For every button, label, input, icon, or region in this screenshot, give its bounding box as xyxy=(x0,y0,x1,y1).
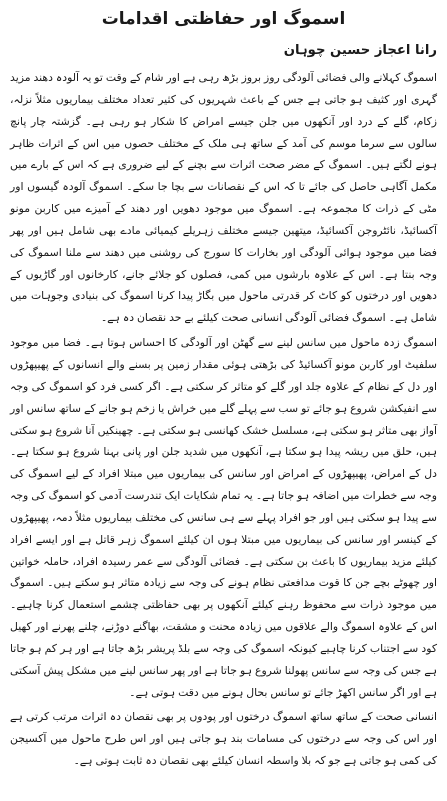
article-title: اسموگ اور حفاظتی اقدامات xyxy=(101,9,346,29)
article-paragraph: اسموگ زدہ ماحول میں سانس لینے سے گھٹن اور آلودگی کا احساس ہوتا ہے۔ فضا میں موجود سلفیٹ اور کاربن مونو آکسائیڈ کی بڑھتی ہوئی مقدار زمین پر بسنے والے انسانوں کے پھیپھڑوں اور دل کے نظام کے علاوہ جلد اور گلے کو متاثر کر سکتی ہے۔ اگر کسی فرد کو اسموگ کی وجہ سے انفیکشن شروع ہو جائے تو سب سے پہلے گلے میں خراش یا زخم ہو جانے کے ساتھ سانس اور آواز بھی متاثر ہو سکتی ہے، مسلسل خشک کھانسی ہو سکتی ہے۔ چھینکیں آنا شروع ہو سکتی ہیں، حلق میں ریشہ پیدا ہو سکتا ہے، آنکھوں میں شدید جلن اور پانی بہنا شروع ہو سکتا ہے۔ دل کے امراض، پھیپھڑوں کے امراض اور سانس کی بیماریوں میں مبتلا افراد کے لیے اسموگ کی وجہ سے خطرات میں اضافہ ہو جاتا ہے۔ یہ تمام شکایات ایک تندرست آدمی کو اسموگ کی وجہ سے پیدا ہو سکتی ہیں اور جو افراد پہلے سے ہی سانس کی مختلف بیماریوں مثلاً دمہ، پھیپھڑوں کے کینسر اور سانس کی بیماریوں میں مبتلا ہوں ان کیلئے اسموگ زہر قاتل ہے اور ایسے افراد کیلئے مزید بیماریوں کا باعث بن سکتی ہے۔ فضائی آلودگی سے عمر رسیدہ افراد، حاملہ خواتین اور چھوٹے بچے جن کا قوت مدافعتی نظام ہونے کی وجہ سے زیادہ متاثر ہو سکتے ہیں۔ اسموگ میں موجود ذرات سے محفوظ رہنے کیلئے آنکھوں پر بھی حفاظتی چشمے استعمال کرنا چاہیے۔ اس کے علاوہ اسموگ والے علاقوں میں زیادہ محنت و مشقت، بھاگنے دوڑنے، چلنے پھرنے اور کھیل کود سے اجتناب کرنا چاہیے کیونکہ اسموگ کی وجہ سے بلڈ پریشر بڑھ جاتا ہے اور ہر کم ہو جاتا ہے جس کی وجہ سے سانس پھولنا شروع ہو جاتا ہے اور پھر سانس لینے میں مشکل پیش آسکتی ہے اور اگر سانس اکھڑ جائے تو سانس بحال ہونے میں دقت ہوتی ہے۔ xyxy=(10,336,437,699)
article-byline: رانا اعجاز حسین چوہان xyxy=(283,43,437,58)
article-paragraph: اسموگ کہلانے والی فضائی آلودگی روز بروز بڑھ رہی ہے اور شام کے وقت تو یہ آلودہ دھند مزید گہری اور کثیف ہو جاتی ہے جس کے باعث شہریوں کی کثیر تعداد مختلف بیماریوں مثلاً نزلہ، زکام، گلے کے درد اور آنکھوں میں جلن جیسے امراض کا شکار ہو رہی ہے۔ گزشتہ چار پانچ سالوں سے سرما موسم کی آمد کے ساتھ ہی ملک کے مختلف حصوں میں اس کے اثرات ظاہر ہونے لگتے ہیں۔ اسموگ کے مضر صحت اثرات سے بچنے کے لیے ضروری ہے کہ اس کے بارے میں مکمل آگاہی حاصل کی جائے تا کہ اس کے نقصانات سے بچا جا سکے۔ اسموگ آلودہ گیسوں اور مٹی کے ذرات کا مجموعہ ہے۔ اسموگ میں موجود دھویں اور دھند کے آمیزے میں کاربن مونو آکسائیڈ، نائٹروجن آکسائیڈ، میتھین جیسے مختلف زہریلے کیمیائی مادے بھی شامل ہیں اور پھر فضا میں موجود ہوائی آلودگی اور بخارات کا سورج کی روشنی میں دھند سے ملنا اسموگ کی وجہ بنتا ہے۔ اس کے علاوہ بارشوں میں کمی، فصلوں کو جلائے جانے، کارخانوں اور گاڑیوں کے دھویں اور درختوں کو کاٹ کر قدرتی ماحول میں بگاڑ پیدا کرنا اسموگ کی بنیادی وجوہات میں شامل ہے۔ اسموگ فضائی آلودگی انسانی صحت کیلئے بے حد نقصان دہ ہے۔ xyxy=(10,71,437,325)
article-body xyxy=(10,67,437,772)
article-paragraph: انسانی صحت کے ساتھ ساتھ اسموگ درختوں اور پودوں پر بھی نقصان دہ اثرات مرتب کرتی ہے اور اس کی وجہ سے درختوں کی مسامات بند ہو جاتی ہیں اور اس طرح ماحول میں آکسیجن کی کمی ہو جاتی ہے جو کہ بلا واسطہ انسان کیلئے بھی نقصان دہ ثابت ہوتی ہے۔ xyxy=(10,710,437,768)
